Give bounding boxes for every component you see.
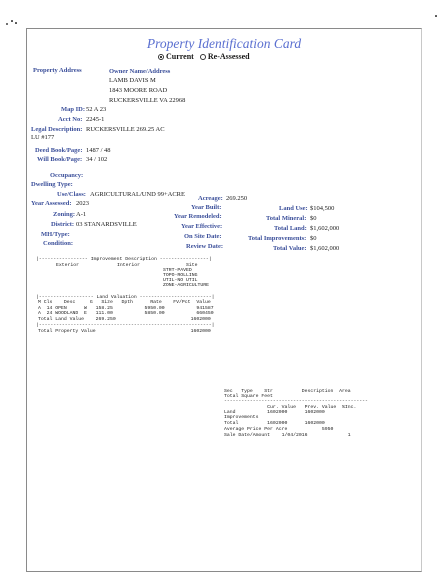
year-assessed-value: 2023	[76, 200, 89, 207]
dwelling-label: Dwelling Type:	[31, 181, 73, 188]
property-address-label: Property Address	[33, 67, 82, 74]
deed-value: 1487 / 48	[86, 147, 111, 154]
assessment-toggle	[158, 52, 250, 61]
legal-value-1: RUCKERSVILLE 269.25 AC	[86, 126, 165, 133]
summary-divider: --------------------------------------------------	[224, 399, 368, 404]
use-label: Use/Class:	[57, 191, 86, 198]
reassessed-option[interactable]: Re-Assessed	[200, 52, 250, 61]
total-improvements-label: Total Improvements:	[248, 235, 307, 242]
will-value: 34 / 102	[86, 156, 108, 163]
improvement-col-site: Site	[186, 263, 198, 268]
total-improvements-value: $0	[310, 235, 317, 242]
mh-type-label: MH/Type:	[41, 231, 70, 238]
year-effective-label: Year Effective:	[181, 223, 223, 230]
on-site-label: On Site Date:	[184, 233, 222, 240]
summary-header: Sec Type Str Description Area	[224, 389, 351, 394]
owner-city: RUCKERSVILLE VA 22968	[109, 97, 186, 104]
summary-sale: Sale Date/Amount 1/04/2016 1	[224, 433, 351, 438]
site-item: STRT-PAVED	[163, 268, 192, 273]
total-land-value: $1,602,000	[310, 225, 340, 232]
scan-speck	[11, 20, 13, 22]
total-value-label: Total Value:	[273, 245, 307, 252]
land-valuation-row: A 14 OPEN W 158.25 5950.00 941587	[38, 306, 214, 311]
page-title: Property Identification Card	[146, 36, 302, 51]
summary-total: Total 1602000 1602000	[224, 421, 325, 426]
total-property-value: Total Property Value 1602000	[38, 329, 211, 334]
use-value: AGRICULTURAL/UND 99+ACRE	[90, 191, 185, 198]
land-valuation-columns: M Cls Desc G Size Dpth Rate FV/Pct Value	[38, 300, 211, 305]
acreage-value: 269.250	[226, 195, 248, 202]
site-item: ZONE-AGRICULTURE	[163, 283, 210, 288]
map-id-value: 52 A 23	[86, 106, 107, 113]
total-land-label: Total Land:	[274, 225, 307, 232]
improvement-col-interior: Interior	[117, 263, 141, 268]
will-label: Will Book/Page:	[37, 156, 83, 163]
zoning-label: Zoning:	[53, 211, 76, 218]
legal-value-2: LU #177	[31, 134, 55, 141]
summary-avg-price: Average Price Per Acre 5950	[224, 427, 334, 432]
owner-street: 1843 MOORE ROAD	[109, 87, 168, 94]
scan-speck	[15, 22, 17, 24]
improvement-col-exterior: Exterior	[56, 263, 80, 268]
year-assessed-label: Year Assessed:	[31, 200, 72, 207]
summary-columns: Cur. Value Prev. Value %Inc.	[224, 405, 357, 410]
scan-speck	[6, 23, 8, 25]
land-valuation-row: A 24 WOODLAND E 111.00 5850.00 660450	[38, 311, 214, 316]
deed-label: Deed Book/Page:	[35, 147, 83, 154]
summary-improvements: Improvements	[224, 415, 259, 420]
acct-value: 2245-1	[86, 116, 105, 123]
zoning-value: A-1	[76, 211, 87, 218]
legal-label: Legal Description:	[31, 126, 83, 133]
owner-name: LAMB DAVIS M	[109, 77, 156, 84]
radio-empty-icon	[200, 54, 206, 60]
acct-label: Acct No:	[58, 116, 83, 123]
summary-total-sqft: Total Square Feet	[224, 394, 273, 399]
occupancy-label: Occupancy:	[50, 172, 84, 179]
summary-land: Land 1602000 1602000	[224, 410, 325, 415]
year-built-label: Year Built:	[191, 204, 222, 211]
land-use-label: Land Use:	[279, 205, 308, 212]
district-label: District:	[51, 221, 75, 228]
land-use-value: $104,500	[310, 205, 335, 212]
total-mineral-label: Total Mineral:	[266, 215, 307, 222]
map-id-label: Map ID:	[61, 106, 86, 113]
acreage-label: Acreage:	[198, 195, 223, 202]
district-value: 03 STANARDSVILLE	[76, 221, 137, 228]
improvement-header: |----------------- Improvement Description -----------------|	[36, 257, 212, 262]
total-mineral-value: $0	[310, 215, 317, 222]
scan-speck	[435, 15, 437, 17]
owner-label: Owner Name/Address	[109, 68, 171, 75]
total-value-value: $1,602,000	[310, 245, 340, 252]
site-item: UTIL-NO UTIL	[163, 278, 198, 283]
land-valuation-divider: |------------------------------------------------------------|	[36, 323, 215, 328]
radio-selected-icon	[158, 54, 164, 60]
condition-label: Condition:	[43, 240, 73, 247]
review-label: Review Date:	[186, 243, 223, 250]
land-valuation-total: Total Land Value 269.250 1602000	[38, 317, 211, 322]
site-item: TOPO-ROLLING	[163, 273, 198, 278]
current-option[interactable]: Current	[158, 52, 194, 61]
land-valuation-header: |------------------- Land Valuation -------------------------|	[36, 295, 215, 300]
year-remodeled-label: Year Remodeled:	[174, 213, 222, 220]
